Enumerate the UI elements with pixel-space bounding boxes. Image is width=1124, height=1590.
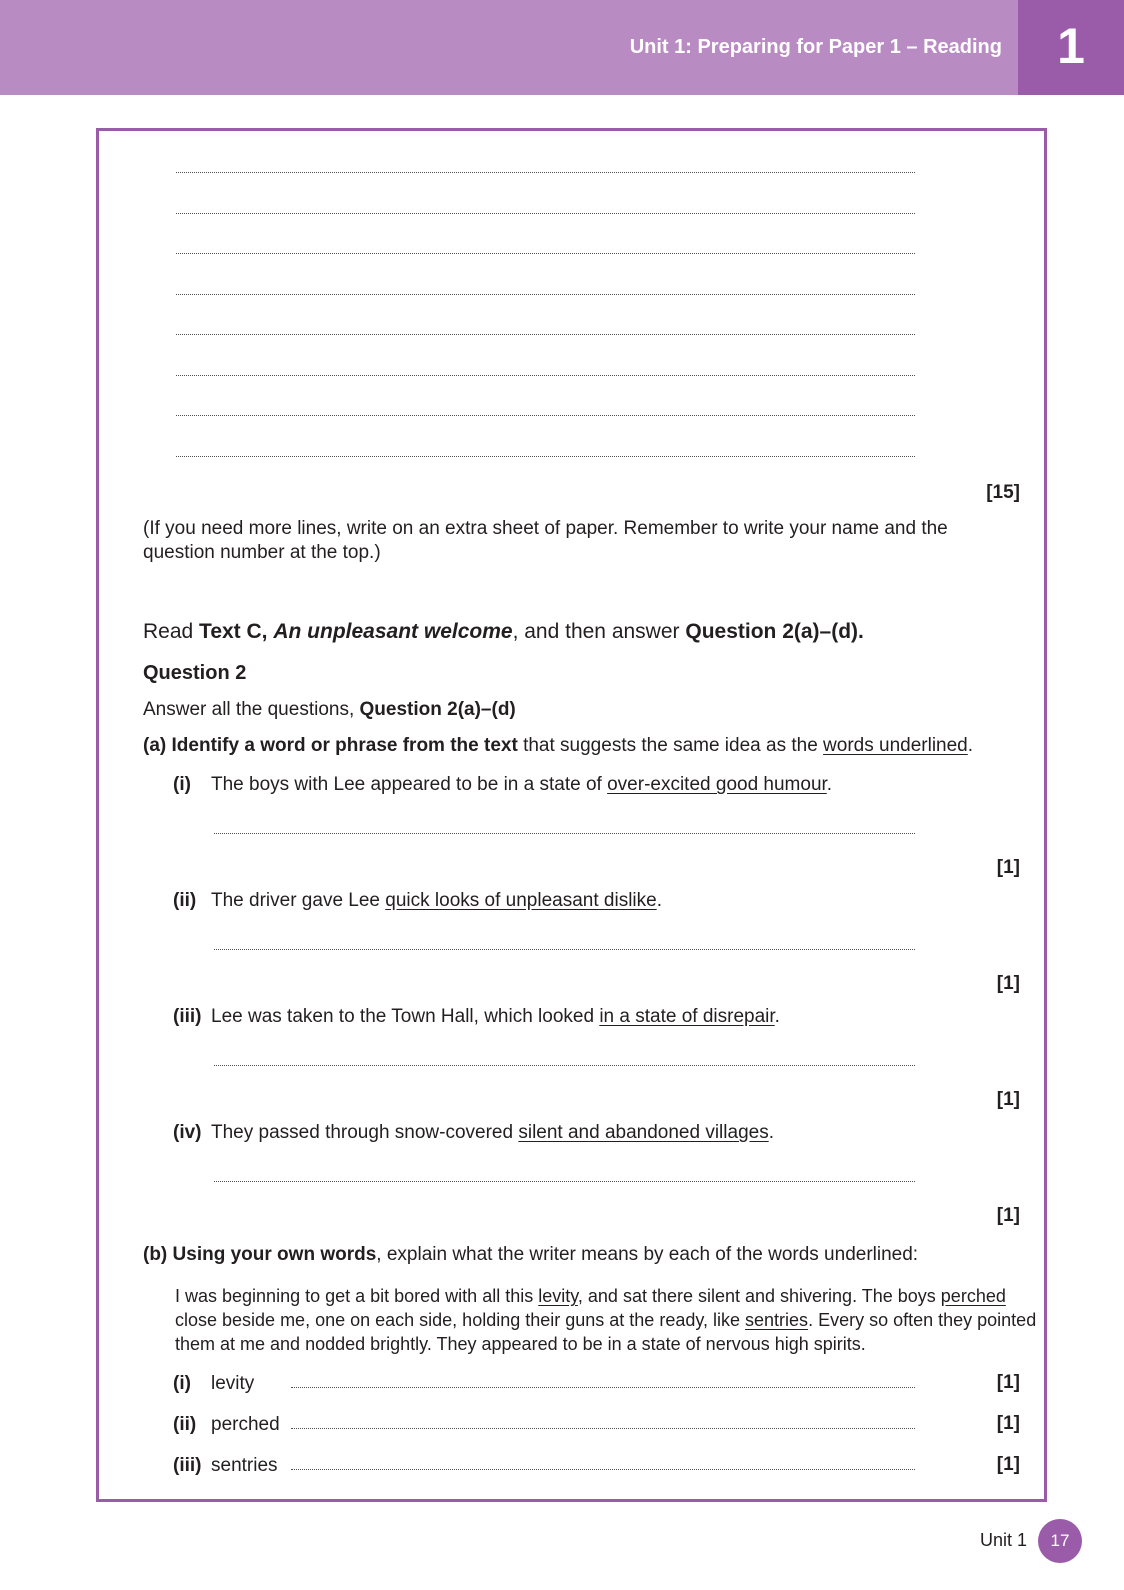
part-a-item-4: (iv) They passed through snow-covered silent and abandoned villages.: [173, 1122, 774, 1143]
marks-1: [1]: [996, 1413, 1020, 1434]
unit-number-box: [1018, 0, 1124, 95]
passage-line-1: I was beginning to get a bit bored with all this levity, and sat there silent and shivering. The boys perched: [175, 1286, 1006, 1306]
answer-line[interactable]: [176, 415, 915, 416]
read-instruction: Read Text C, An unpleasant welcome, and then answer Question 2(a)–(d).: [143, 620, 864, 643]
answer-line[interactable]: [291, 1469, 915, 1470]
part-a-prompt: (a) Identify a word or phrase from the text that suggests the same idea as the words underlined.: [143, 735, 974, 756]
marks-1: [1]: [996, 1089, 1020, 1110]
unit-number: 1: [1057, 18, 1085, 74]
part-b-prompt: (b) Using your own words, explain what the writer means by each of the words underlined:: [143, 1244, 919, 1265]
answer-line[interactable]: [176, 334, 915, 335]
part-a-item-1: (i) The boys with Lee appeared to be in a state of over-excited good humour.: [173, 774, 833, 795]
answer-all: Answer all the questions, Question 2(a)–(d): [143, 699, 516, 720]
answer-line[interactable]: [176, 294, 915, 295]
page-header: [0, 0, 1124, 95]
part-a-item-3: (iii) Lee was taken to the Town Hall, which looked in a state of disrepair.: [173, 1006, 780, 1027]
extra-lines-note-2: question number at the top.): [143, 542, 381, 563]
header-title: Unit 1: Preparing for Paper 1 – Reading: [629, 36, 1002, 58]
answer-line[interactable]: [291, 1387, 915, 1388]
footer-unit-label: Unit 1: [980, 1530, 1028, 1550]
answer-line[interactable]: [176, 253, 915, 254]
page-number-badge: 17: [1038, 1519, 1082, 1563]
passage-line-2: close beside me, one on each side, holding their guns at the ready, like sentries. Every so often they pointed: [175, 1310, 1037, 1330]
answer-line[interactable]: [176, 213, 915, 214]
marks-1: [1]: [996, 1372, 1020, 1393]
answer-line[interactable]: [214, 949, 915, 950]
part-b-item-3: (iii) sentries: [173, 1455, 278, 1476]
answer-line[interactable]: [291, 1428, 915, 1429]
part-b-item-2: (ii) perched: [173, 1414, 280, 1435]
marks-1: [1]: [996, 973, 1020, 994]
answer-line[interactable]: [176, 456, 915, 457]
answer-line[interactable]: [214, 1065, 915, 1066]
extra-lines-note: (If you need more lines, write on an extra sheet of paper. Remember to write your name and the: [143, 518, 948, 539]
answer-line[interactable]: [176, 172, 915, 173]
answer-line[interactable]: [176, 375, 915, 376]
question-heading: Question 2: [143, 662, 247, 684]
passage-line-3: them at me and nodded brightly. They appeared to be in a state of nervous high spirits.: [175, 1334, 866, 1354]
marks-1: [1]: [996, 857, 1020, 878]
marks-1: [1]: [996, 1205, 1020, 1226]
part-b-item-1: (i) levity: [173, 1373, 255, 1394]
answer-line[interactable]: [214, 833, 915, 834]
marks-15: [15]: [986, 482, 1020, 503]
answer-line[interactable]: [214, 1181, 915, 1182]
marks-1: [1]: [996, 1454, 1020, 1475]
part-a-item-2: (ii) The driver gave Lee quick looks of unpleasant dislike.: [173, 890, 662, 911]
